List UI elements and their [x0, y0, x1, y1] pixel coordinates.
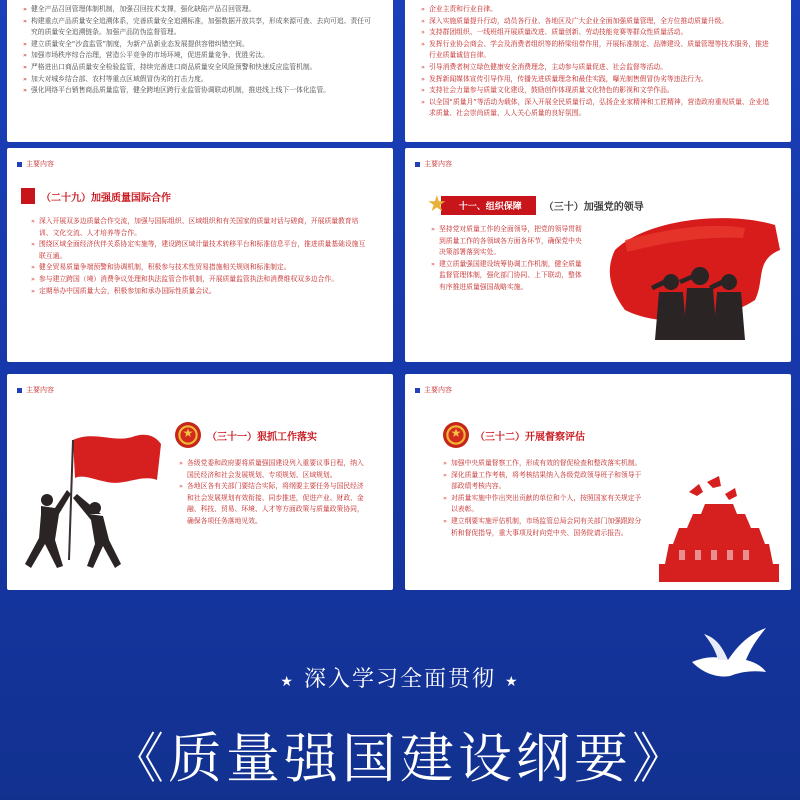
list-item: » 引导消费者树立绿色健康安全消费理念，主动参与质量促进、社会监督等活动。	[421, 62, 775, 74]
list-item: » 深化质量工作考核，将考核结果纳入各级党政领导班子和领导干部政绩考核内容。	[443, 470, 645, 493]
page-title: （二十九）加强质量国际合作	[41, 192, 171, 204]
section-badge: 十一、组织保障	[441, 196, 536, 215]
header-marker-icon	[415, 162, 420, 167]
bullet-list	[167, 458, 379, 528]
list-item: » 加大对城乡结合部、农村等重点区域假冒伪劣的打击力度。	[23, 74, 377, 86]
list-item: » 建立质量强国建设统筹协调工作机制，健全质量监督管理体制，强化部门协同、上下联动，整体有序推进质量强国战略实施。	[431, 259, 585, 294]
list-item: » 对质量实施中作出突出贡献的单位和个人，按照国家有关规定予以表彰。	[443, 493, 645, 516]
list-item: » 加强市场秩序综合治理，营造公平竞争的市场环境，促进质量竞争、优胜劣汰。	[23, 50, 377, 62]
footer-banner	[0, 596, 800, 800]
bullet-list	[11, 4, 389, 97]
list-item: » 深入实施质量提升行动，动员各行业、各地区及广大企业全面加强质量管理，全方位推动质量升级。	[421, 16, 775, 28]
bullet-list	[19, 216, 379, 297]
slide-top-right	[405, 0, 791, 142]
list-item: » 建立质量安全“沙盒监管”制度，为新产品新业态发展提供容错纠错空间。	[23, 39, 377, 51]
slide-top-left	[7, 0, 393, 142]
list-item: » 发挥行业协会商会、学会及消费者组织等的桥梁纽带作用，开展标准制定、品牌建设、质量管理等技术服务，推进行业质量诚信自律。	[421, 39, 775, 62]
star-icon: ★	[280, 674, 295, 690]
section-header: 主要内容	[17, 385, 54, 395]
subtitle: ★ 深入学习全面贯彻 ★	[280, 667, 520, 692]
list-item: » 围绕区域全面经济伙伴关系协定实施等，建设跨区域计量技术转移平台和标准信息平台，推进质量基础设施互联互通。	[31, 239, 367, 262]
page-title: （三十二）开展督察评估	[475, 431, 585, 443]
slide-party-leadership	[405, 148, 791, 362]
slide-supervision-evaluation	[405, 374, 791, 590]
section-header: 主要内容	[415, 159, 452, 169]
list-item: » 构建重点产品质量安全追溯体系，完善质量安全追溯标准，加强数据开放共享，形成来源可查、去向可追、责任可究的质量安全追溯链条。加强产品防伪监督管理。	[23, 16, 377, 39]
main-title: 《质量强国建设纲要》	[110, 727, 690, 790]
list-item: » 加强中央质量督察工作，形成有效的督促检查和整改落实机制。	[443, 458, 645, 470]
list-item: » 严格进出口商品质量安全检验监管，持续完善进口商品质量安全风险预警和快速反应监管机制。	[23, 62, 377, 74]
list-item: » 深入开展双多边质量合作交流，加强与国际组织、区域组织和有关国家的质量对话与磋商，开展质量教育培训、文化交流、人才培养等合作。	[31, 216, 367, 239]
list-item: » 支持群团组织、一线班组开展质量改进、质量创新、劳动技能竞赛等群众性质量活动。	[421, 27, 775, 39]
bullet-list	[419, 224, 597, 294]
list-item: » 强化网络平台销售商品质量监管，健全跨地区跨行业监管协调联动机制，推进线上线下一体化监管。	[23, 85, 377, 97]
flag-raisers-illustration	[15, 410, 165, 570]
section-header: 主要内容	[415, 385, 452, 395]
list-item: » 企业主责和行业自律。	[421, 4, 775, 16]
star-icon: ★	[505, 674, 520, 690]
saluting-soldiers-illustration	[605, 210, 785, 350]
list-item: » 发挥新闻媒体宣传引导作用，传播先进质量理念和最佳实践，曝光制售假冒伪劣等违法行为。	[421, 74, 775, 86]
page-title: （三十）加强党的领导	[543, 201, 644, 213]
list-item: » 各地区各有关部门要结合实际，将纲要主要任务与国民经济和社会发展规划有效衔接、同步推进，促进产业、财政、金融、科技、贸易、环境、人才等方面政策与质量政策协同，确保各项任务落地见效。	[179, 481, 367, 527]
header-marker-icon	[17, 388, 22, 393]
header-marker-icon	[415, 388, 420, 393]
header-marker-icon	[17, 162, 22, 167]
list-item: » 建立纲要实施评估机制，市场监管总局会同有关部门加强跟踪分析和督促指导，重大事项及时向党中央、国务院请示报告。	[443, 516, 645, 539]
slide-implementation	[7, 374, 393, 590]
list-item: » 支持社会力量参与质量文化建设，鼓励创作体现质量文化特色的影视和文学作品。	[421, 85, 775, 97]
list-item: » 各级党委和政府要将质量强国建设列入重要议事日程，纳入国民经济和社会发展规划、专项规划、区域规划。	[179, 458, 367, 481]
list-item: » 健全产品召回管理体制机制，加强召回技术支撑，强化缺陷产品召回管理。	[23, 4, 377, 16]
bullet-list	[409, 4, 787, 120]
list-item: » 以全国“质量月”等活动为载体，深入开展全民质量行动，弘扬企业家精神和工匠精神，营造政府重视质量、企业追求质量、社会崇尚质量、人人关心质量的良好氛围。	[421, 97, 775, 120]
title-row	[443, 422, 585, 448]
bullet-list	[431, 458, 657, 539]
tiananmen-doves-illustration	[649, 474, 789, 584]
title-marker-icon	[21, 188, 35, 204]
page-title: （三十一）狠抓工作落实	[207, 431, 317, 443]
section-header: 主要内容	[17, 159, 54, 169]
slide-international-cooperation	[7, 148, 393, 362]
star-icon: ★	[427, 192, 447, 217]
party-emblem-icon	[175, 422, 201, 448]
title-row	[175, 422, 317, 448]
list-item: » 健全贸易质量争端预警和协调机制，积极参与技术性贸易措施相关规则和标准制定。	[31, 262, 367, 274]
list-item: » 定期举办中国质量大会，积极参加和承办国际性质量会议。	[31, 286, 367, 298]
party-emblem-icon	[443, 422, 469, 448]
title-row	[21, 188, 171, 204]
list-item: » 坚持党对质量工作的全面领导，把党的领导贯彻到质量工作的各领域各方面各环节，确保党中央决策部署落到实处。	[431, 224, 585, 259]
list-item: » 参与建立跨国（境）消费争议处理和执法监管合作机制，开展质量监管执法和消费维权双多边合作。	[31, 274, 367, 286]
